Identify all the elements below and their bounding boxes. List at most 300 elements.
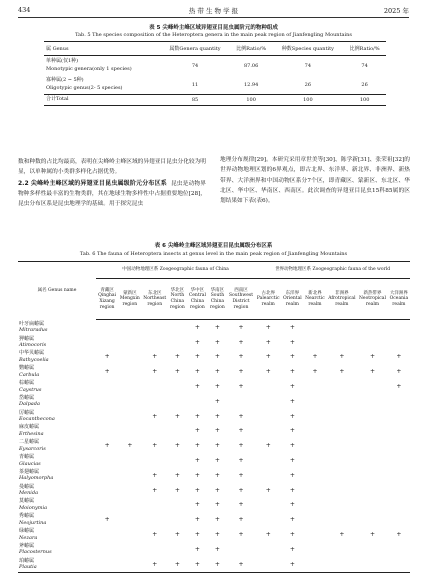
- genus-name-cn: 厉蝽属: [19, 409, 35, 416]
- genus-name-cell: [18, 424, 96, 439]
- distribution-mark: +: [194, 353, 200, 361]
- distribution-mark: [357, 453, 388, 468]
- genus-name-cell: [18, 483, 96, 498]
- distribution-mark: [357, 483, 388, 498]
- distribution-mark: +: [194, 471, 200, 479]
- journal-year: 2025 年: [383, 7, 409, 15]
- distribution-mark: +: [214, 486, 220, 494]
- distribution-mark: [388, 498, 410, 513]
- table5-header: 属数Genera quantity: [160, 42, 230, 56]
- distribution-mark: +: [238, 531, 244, 539]
- distribution-mark: [327, 394, 358, 409]
- distribution-mark: [357, 557, 388, 572]
- distribution-mark: +: [265, 338, 271, 346]
- journal-name: 热 带 生 物 学 报: [188, 7, 239, 15]
- distribution-mark: [118, 424, 141, 439]
- distribution-mark: [357, 335, 388, 350]
- distribution-mark: [303, 438, 326, 453]
- distribution-mark: +: [194, 338, 200, 346]
- paragraph: 地理分布规律[29]。本研究采用章世美等[30]、陈学新[31]、张荣祖[32]的世界动物地理区划的6界观点，即古北界、东洋界、新北界、非洲界、新热带界、大洋洲界和中国动物区系分7个区，即青藏区、蒙新区、东北区、华北区、华中区、华南区、西南区。此次调查的异翅亚目昆虫15科85属的区划结果如下表(表6)。: [220, 157, 410, 205]
- distribution-mark: +: [194, 383, 200, 391]
- distribution-mark: [96, 542, 118, 557]
- table5: [44, 41, 386, 106]
- table5-header: 属 Genus: [44, 42, 160, 56]
- distribution-mark: +: [214, 427, 220, 435]
- distribution-mark: +: [152, 412, 158, 420]
- distribution-mark: +: [142, 557, 168, 572]
- genus-name-cell: [18, 468, 96, 483]
- table-row: [18, 409, 410, 424]
- distribution-mark: [168, 498, 187, 513]
- distribution-mark: [96, 483, 118, 498]
- distribution-mark: +: [214, 338, 220, 346]
- region-header: 新北界 Nearctic realm: [303, 279, 326, 320]
- species-ratio: 26: [361, 81, 368, 88]
- distribution-mark: [388, 453, 410, 468]
- table-row: [18, 527, 410, 542]
- genus-name-cell: [18, 364, 96, 379]
- distribution-mark: [388, 320, 410, 335]
- genus-type-cn: 寡种属(2 ~ 5种): [46, 77, 84, 83]
- distribution-mark: [303, 557, 326, 572]
- distribution-mark: +: [214, 457, 220, 465]
- distribution-mark: [168, 335, 187, 350]
- distribution-mark: +: [152, 486, 158, 494]
- distribution-mark: [388, 512, 410, 527]
- distribution-mark: [303, 394, 326, 409]
- genus-name-cell: [18, 379, 96, 394]
- distribution-mark: [327, 320, 358, 335]
- region-header: 古北界 Palearctic realm: [255, 279, 281, 320]
- distribution-mark: [118, 527, 141, 542]
- distribution-mark: [118, 498, 141, 513]
- distribution-mark: [357, 438, 388, 453]
- table5-genus-cell: [44, 75, 160, 95]
- distribution-mark: +: [152, 442, 158, 450]
- table-row: [18, 542, 410, 557]
- genus-name-latin: Mitraradus: [19, 327, 48, 334]
- china-fauna-header: 中国动物地理区系 Zoogeographic fauna of China: [96, 262, 255, 279]
- distribution-mark: +: [369, 368, 375, 376]
- distribution-mark: +: [214, 412, 220, 420]
- distribution-mark: [357, 394, 388, 409]
- distribution-mark: +: [208, 557, 227, 572]
- section-title: 2.2 尖峰岭主峰区域的异翅亚目昆虫属级阶元分布区系: [18, 179, 167, 187]
- distribution-mark: [388, 542, 410, 557]
- distribution-mark: [96, 468, 118, 483]
- distribution-mark: [327, 438, 358, 453]
- table-row: [18, 512, 410, 527]
- genus-name-cell: [18, 394, 96, 409]
- distribution-mark: +: [396, 383, 402, 391]
- distribution-mark: +: [194, 412, 200, 420]
- distribution-mark: +: [194, 323, 200, 331]
- genera-quantity: 74: [191, 62, 199, 69]
- distribution-mark: +: [265, 323, 271, 331]
- paragraph-with-section: [18, 179, 206, 210]
- distribution-mark: [327, 468, 358, 483]
- distribution-mark: +: [214, 323, 220, 331]
- distribution-mark: +: [152, 471, 158, 479]
- distribution-mark: [357, 409, 388, 424]
- distribution-mark: [168, 394, 187, 409]
- distribution-mark: [118, 512, 141, 527]
- distribution-mark: +: [289, 412, 295, 420]
- distribution-mark: +: [238, 501, 244, 509]
- distribution-mark: [255, 394, 281, 409]
- genus-type-cn: 单种属(仅1种): [46, 58, 79, 64]
- table5-total-row: [44, 95, 386, 106]
- distribution-mark: [327, 498, 358, 513]
- paragraph: 数和种数的占比均最高，表明在尖峰岭主峰区域的异翅亚目昆虫分化较为明显，以单种属的小类群多样化占据优势。: [18, 159, 206, 176]
- distribution-mark: +: [194, 516, 200, 524]
- distribution-mark: [303, 527, 326, 542]
- table5-header: 种数Species quantity: [272, 42, 343, 56]
- distribution-mark: +: [289, 471, 295, 479]
- genus-name-latin: Placosternus: [19, 549, 52, 556]
- distribution-mark: [327, 424, 358, 439]
- distribution-mark: [255, 498, 281, 513]
- distribution-mark: +: [312, 368, 318, 376]
- distribution-mark: [303, 409, 326, 424]
- table5-header: 比例Ratio/%: [343, 42, 386, 56]
- distribution-mark: +: [289, 427, 295, 435]
- genus-name-cell: [18, 512, 96, 527]
- distribution-mark: [255, 512, 281, 527]
- distribution-mark: +: [369, 531, 375, 539]
- page-number: 434: [18, 6, 31, 14]
- distribution-mark: +: [396, 531, 402, 539]
- species-quantity: 74: [304, 62, 312, 69]
- distribution-mark: +: [194, 457, 200, 465]
- region-header: 大洋洲界 Oceania realm: [388, 279, 410, 320]
- distribution-mark: [142, 542, 168, 557]
- distribution-mark: +: [289, 442, 295, 450]
- genus-name-cn: 斧蝽属: [19, 542, 35, 549]
- distribution-mark: +: [104, 442, 110, 450]
- distribution-mark: +: [238, 516, 244, 524]
- distribution-mark: +: [238, 338, 244, 346]
- distribution-mark: +: [214, 368, 220, 376]
- genus-name-cell: [18, 557, 96, 572]
- distribution-mark: +: [289, 323, 295, 331]
- distribution-mark: [142, 498, 168, 513]
- table5-row: [44, 75, 386, 95]
- table-row: [18, 453, 410, 468]
- table-row: [18, 335, 410, 350]
- distribution-mark: +: [396, 368, 402, 376]
- distribution-mark: +: [289, 457, 295, 465]
- distribution-mark: [96, 453, 118, 468]
- distribution-mark: [388, 409, 410, 424]
- genus-name-latin: Carbula: [19, 371, 40, 378]
- distribution-mark: [168, 424, 187, 439]
- distribution-mark: [168, 512, 187, 527]
- genus-name-cn: 茶翅蝽属: [19, 468, 40, 475]
- total-species: 100: [272, 95, 343, 106]
- genus-name-cn: 麻皮蝽属: [19, 424, 40, 431]
- genera-ratio: 12.94: [243, 81, 259, 88]
- distribution-mark: +: [289, 338, 295, 346]
- region-header: 东北区 Northeast region: [142, 279, 168, 320]
- region-header: 华南区 South China region: [208, 279, 227, 320]
- distribution-mark: [96, 527, 118, 542]
- distribution-mark: [303, 453, 326, 468]
- distribution-mark: [118, 335, 141, 350]
- genera-ratio: 87.06: [243, 62, 259, 69]
- distribution-mark: +: [194, 501, 200, 509]
- distribution-mark: +: [289, 397, 295, 405]
- distribution-mark: [118, 542, 141, 557]
- distribution-mark: [388, 438, 410, 453]
- genus-name-cn: 珀蝽属: [19, 557, 35, 564]
- table-row: [18, 394, 410, 409]
- distribution-mark: [357, 320, 388, 335]
- distribution-mark: [303, 424, 326, 439]
- table-row: [18, 350, 410, 365]
- genus-name-latin: Caystrus: [19, 386, 42, 393]
- genus-name-cell: [18, 335, 96, 350]
- table5-row: [44, 56, 386, 76]
- header-rule: [18, 17, 409, 18]
- distribution-mark: [388, 468, 410, 483]
- genus-name-latin: Plautia: [19, 564, 37, 571]
- distribution-mark: +: [238, 442, 244, 450]
- genus-name-cell: [18, 527, 96, 542]
- distribution-mark: [255, 542, 281, 557]
- total-label: 合计Total: [44, 95, 160, 106]
- genus-name-cn: 棕蝽属: [19, 380, 35, 387]
- distribution-mark: +: [214, 353, 220, 361]
- distribution-mark: [388, 335, 410, 350]
- genus-name-cn: 狎蝽属: [19, 335, 35, 342]
- distribution-mark: [118, 379, 141, 394]
- table6-caption-cn: 表 6 尖峰岭主峰区域异翅亚目昆虫属级分布区系: [154, 243, 273, 249]
- table-row: [18, 498, 410, 513]
- distribution-mark: [388, 394, 410, 409]
- table-row: [18, 468, 410, 483]
- distribution-mark: [255, 453, 281, 468]
- distribution-mark: +: [104, 516, 110, 524]
- distribution-mark: +: [265, 486, 271, 494]
- distribution-mark: +: [312, 353, 318, 361]
- paragraph: 昆虫是动物界物种多样性最丰富的生物类群，其在地球生物多样性中占据重要地位[28]，昆虫分布区系是昆虫地理学的基础。用于探究昆虫: [18, 180, 206, 208]
- distribution-mark: +: [214, 516, 220, 524]
- distribution-mark: +: [289, 545, 295, 553]
- distribution-mark: +: [238, 323, 244, 331]
- distribution-mark: [168, 379, 187, 394]
- distribution-mark: [118, 409, 141, 424]
- region-header: 西南区 Southwest District region: [227, 279, 255, 320]
- genus-type-en: Monotypic genera(only 1 species): [46, 65, 132, 72]
- table-row: [18, 483, 410, 498]
- distribution-mark: +: [194, 368, 200, 376]
- distribution-mark: [168, 453, 187, 468]
- distribution-mark: [142, 335, 168, 350]
- distribution-mark: [327, 379, 358, 394]
- distribution-mark: [327, 483, 358, 498]
- distribution-mark: +: [396, 353, 402, 361]
- distribution-mark: +: [289, 531, 295, 539]
- distribution-mark: [96, 335, 118, 350]
- distribution-mark: [96, 557, 118, 572]
- species-quantity: 26: [304, 81, 312, 88]
- table-row: [18, 379, 410, 394]
- distribution-mark: [118, 483, 141, 498]
- distribution-mark: [187, 394, 208, 409]
- genus-name-cell: [18, 498, 96, 513]
- genus-name-cn: 青蝽属: [19, 454, 35, 461]
- distribution-mark: +: [238, 486, 244, 494]
- distribution-mark: [357, 468, 388, 483]
- distribution-mark: +: [369, 353, 375, 361]
- distribution-mark: +: [289, 516, 295, 524]
- distribution-mark: [96, 498, 118, 513]
- distribution-mark: [303, 498, 326, 513]
- genus-name-cell: [18, 320, 96, 335]
- distribution-mark: [118, 320, 141, 335]
- distribution-mark: [227, 542, 255, 557]
- distribution-mark: +: [174, 471, 180, 479]
- distribution-mark: [142, 394, 168, 409]
- body-text-right-column: [220, 155, 410, 206]
- genus-name-latin: Menida: [19, 490, 39, 497]
- genus-name-cell: [18, 542, 96, 557]
- table5-caption-en: Tab. 5 The species composition of the Heteroptera genera in the main peak region of Jianfengling Mountains: [75, 32, 352, 38]
- distribution-mark: [388, 557, 410, 572]
- distribution-mark: [327, 557, 358, 572]
- distribution-mark: [357, 498, 388, 513]
- distribution-mark: +: [339, 353, 345, 361]
- table6-caption-en: Tab. 6 The fauna of Heteroptera insects at genus level in the main peak region of Jianfengling Mountains: [79, 251, 348, 257]
- distribution-mark: [388, 424, 410, 439]
- distribution-mark: [255, 409, 281, 424]
- table-row: [18, 438, 410, 453]
- genus-name-cn: 绿蝽属: [19, 528, 35, 535]
- distribution-mark: +: [194, 545, 200, 553]
- genus-name-cn: 二星蝽属: [19, 439, 40, 446]
- distribution-mark: +: [289, 383, 295, 391]
- distribution-mark: [118, 468, 141, 483]
- distribution-mark: +: [104, 353, 110, 361]
- genus-name-latin: Eysarcoris: [19, 445, 46, 452]
- distribution-mark: +: [174, 412, 180, 420]
- distribution-mark: +: [238, 471, 244, 479]
- distribution-mark: [357, 512, 388, 527]
- genus-name-latin: Bathycoelia: [19, 356, 49, 363]
- region-header: 华中区 Central China region: [187, 279, 208, 320]
- distribution-mark: +: [238, 412, 244, 420]
- genus-name-latin: Eocanthecona: [19, 416, 55, 423]
- distribution-mark: +: [238, 353, 244, 361]
- table-row: [18, 364, 410, 379]
- distribution-mark: [168, 542, 187, 557]
- distribution-mark: [357, 379, 388, 394]
- genus-name-cell: [18, 438, 96, 453]
- distribution-mark: +: [168, 557, 187, 572]
- distribution-mark: [142, 424, 168, 439]
- region-header: 华北区 North China region: [168, 279, 187, 320]
- region-header: 非洲界 Afrotropical realm: [327, 279, 358, 320]
- genus-name-cn: 曼蝽属: [19, 483, 35, 490]
- distribution-mark: [118, 557, 141, 572]
- distribution-mark: [118, 394, 141, 409]
- distribution-mark: [303, 483, 326, 498]
- distribution-mark: +: [214, 383, 220, 391]
- distribution-mark: +: [339, 368, 345, 376]
- genus-name-latin: Dalpada: [19, 401, 40, 408]
- distribution-mark: +: [174, 531, 180, 539]
- table5-caption-cn: 表 5 尖峰岭主峰区域异翅亚目昆虫属阶元的物种组成: [149, 25, 278, 31]
- genus-name-latin: Atimocoris: [19, 342, 47, 349]
- distribution-mark: [303, 320, 326, 335]
- table-row: [18, 320, 410, 335]
- total-genera: 85: [160, 95, 230, 106]
- distribution-mark: [255, 424, 281, 439]
- distribution-mark: [118, 364, 141, 379]
- distribution-mark: +: [194, 442, 200, 450]
- distribution-mark: +: [194, 427, 200, 435]
- distribution-mark: +: [265, 368, 271, 376]
- distribution-mark: +: [174, 368, 180, 376]
- genus-name-cn: 叶牙扁蝽属: [19, 320, 45, 327]
- distribution-mark: [96, 394, 118, 409]
- distribution-mark: [118, 350, 141, 365]
- genera-quantity: 11: [191, 81, 199, 88]
- distribution-mark: +: [214, 501, 220, 509]
- total-genera-ratio: 100: [230, 95, 273, 106]
- distribution-mark: +: [174, 486, 180, 494]
- distribution-mark: +: [227, 557, 255, 572]
- distribution-mark: +: [152, 353, 158, 361]
- distribution-mark: [168, 320, 187, 335]
- distribution-mark: [142, 512, 168, 527]
- distribution-mark: [327, 542, 358, 557]
- distribution-mark: +: [289, 368, 295, 376]
- genus-name-cn: 中华贝蝽属: [19, 350, 45, 357]
- distribution-mark: [142, 453, 168, 468]
- region-header: 新热带界 Neotropical realm: [357, 279, 388, 320]
- distribution-mark: [96, 424, 118, 439]
- distribution-mark: +: [214, 397, 220, 405]
- world-fauna-header: 世界动物地理区系 Zoogeographic fauna of the world: [255, 262, 410, 279]
- genus-name-cn: 秀蝽属: [19, 513, 35, 520]
- distribution-mark: [255, 557, 281, 572]
- distribution-mark: [327, 512, 358, 527]
- genus-type-en: Oligotypic genus(2- 5 species): [46, 84, 123, 91]
- genus-name-cell: [18, 350, 96, 365]
- distribution-mark: +: [214, 471, 220, 479]
- distribution-mark: +: [127, 442, 133, 450]
- distribution-mark: +: [174, 353, 180, 361]
- genus-name-cell: [18, 409, 96, 424]
- distribution-mark: [303, 335, 326, 350]
- distribution-mark: +: [238, 368, 244, 376]
- distribution-mark: [118, 453, 141, 468]
- genus-name-header: 属名 Genus name: [18, 262, 96, 320]
- distribution-mark: +: [194, 531, 200, 539]
- region-header: 蒙新区 Mengxin region: [118, 279, 141, 320]
- distribution-mark: [303, 468, 326, 483]
- distribution-mark: [255, 468, 281, 483]
- distribution-mark: +: [281, 557, 303, 572]
- distribution-mark: +: [339, 531, 345, 539]
- distribution-mark: +: [214, 442, 220, 450]
- distribution-mark: [227, 394, 255, 409]
- distribution-mark: [96, 379, 118, 394]
- distribution-mark: [142, 320, 168, 335]
- table5-header: 比例Ratio/%: [230, 42, 273, 56]
